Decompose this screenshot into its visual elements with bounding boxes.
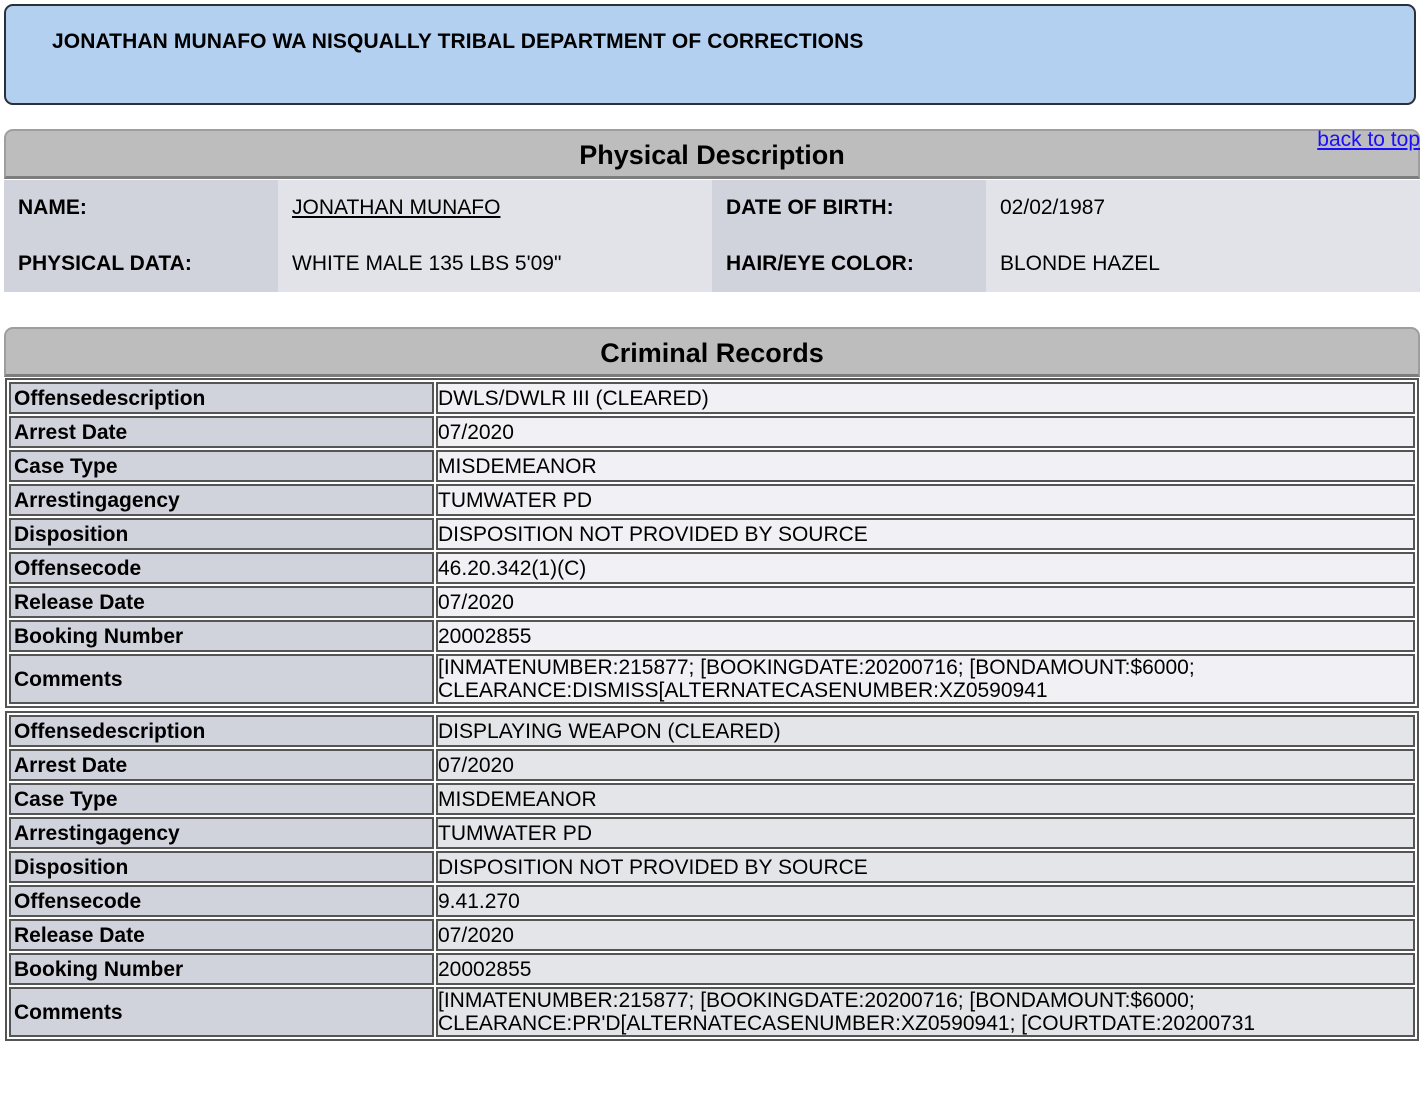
table-row	[9, 783, 1415, 815]
field-value: MISDEMEANOR	[436, 450, 1415, 482]
table-row	[9, 416, 1415, 448]
field-label: Booking Number	[9, 953, 434, 985]
hair-eye-label: HAIR/EYE COLOR:	[712, 236, 986, 292]
criminal-records-header	[4, 327, 1420, 377]
criminal-records-title: Criminal Records	[600, 338, 824, 368]
name-value-link[interactable]: JONATHAN MUNAFO	[278, 180, 712, 236]
field-label: Case Type	[9, 783, 434, 815]
field-value: 07/2020	[436, 586, 1415, 618]
field-value: 07/2020	[436, 749, 1415, 781]
field-label: Offensecode	[9, 552, 434, 584]
field-value: 07/2020	[436, 919, 1415, 951]
physical-data-label: PHYSICAL DATA:	[4, 236, 278, 292]
table-row	[9, 586, 1415, 618]
field-label: Release Date	[9, 919, 434, 951]
field-value: 20002855	[436, 620, 1415, 652]
field-label: Arrest Date	[9, 416, 434, 448]
field-label: Case Type	[9, 450, 434, 482]
table-row	[9, 382, 1415, 414]
table-row	[9, 620, 1415, 652]
field-value: 20002855	[436, 953, 1415, 985]
field-label: Disposition	[9, 518, 434, 550]
table-row	[9, 953, 1415, 985]
dob-value: 02/02/1987	[986, 180, 1420, 236]
field-value: 07/2020	[436, 416, 1415, 448]
field-value: 9.41.270	[436, 885, 1415, 917]
table-row	[9, 919, 1415, 951]
table-row	[9, 817, 1415, 849]
record-table	[5, 378, 1419, 708]
table-row	[9, 518, 1415, 550]
field-label: Offensedescription	[9, 382, 434, 414]
criminal-records-list	[5, 378, 1419, 1044]
field-label: Comments	[9, 987, 434, 1037]
field-label: Arrestingagency	[9, 817, 434, 849]
physical-description-grid	[4, 180, 1420, 292]
comments-line: CLEARANCE:DISMISS[ALTERNATECASENUMBER:XZ0590941	[438, 679, 1048, 702]
table-row	[9, 715, 1415, 747]
table-row	[9, 749, 1415, 781]
physical-description-header	[4, 129, 1420, 179]
field-value: 46.20.342(1)(C)	[436, 552, 1415, 584]
comments-value	[436, 987, 1415, 1037]
hair-eye-value: BLONDE HAZEL	[986, 236, 1420, 292]
table-row	[9, 484, 1415, 516]
field-label: Arrestingagency	[9, 484, 434, 516]
comments-line: CLEARANCE:PR'D[ALTERNATECASENUMBER:XZ0590941; [COURTDATE:20200731	[438, 1012, 1256, 1035]
name-label: NAME:	[4, 180, 278, 236]
field-value: DISPLAYING WEAPON (CLEARED)	[436, 715, 1415, 747]
comments-value	[436, 654, 1415, 704]
back-to-top-link[interactable]: back to top	[1317, 128, 1420, 151]
field-label: Arrest Date	[9, 749, 434, 781]
field-value: TUMWATER PD	[436, 484, 1415, 516]
field-value: TUMWATER PD	[436, 817, 1415, 849]
field-value: DWLS/DWLR III (CLEARED)	[436, 382, 1415, 414]
dob-label: DATE OF BIRTH:	[712, 180, 986, 236]
field-label: Offensecode	[9, 885, 434, 917]
field-label: Release Date	[9, 586, 434, 618]
table-row	[9, 885, 1415, 917]
table-row	[9, 987, 1415, 1037]
table-row	[9, 654, 1415, 704]
record-table	[5, 711, 1419, 1041]
table-row	[9, 552, 1415, 584]
table-row	[9, 450, 1415, 482]
table-row	[9, 851, 1415, 883]
field-value: DISPOSITION NOT PROVIDED BY SOURCE	[436, 518, 1415, 550]
field-label: Offensedescription	[9, 715, 434, 747]
field-label: Comments	[9, 654, 434, 704]
physical-data-value: WHITE MALE 135 LBS 5'09"	[278, 236, 712, 292]
physical-description-title: Physical Description	[579, 140, 845, 170]
comments-line: [INMATENUMBER:215877; [BOOKINGDATE:20200716; [BONDAMOUNT:$6000;	[438, 656, 1195, 679]
comments-line: [INMATENUMBER:215877; [BOOKINGDATE:20200716; [BONDAMOUNT:$6000;	[438, 989, 1195, 1012]
field-label: Booking Number	[9, 620, 434, 652]
field-value: DISPOSITION NOT PROVIDED BY SOURCE	[436, 851, 1415, 883]
banner-title: JONATHAN MUNAFO WA NISQUALLY TRIBAL DEPARTMENT OF CORRECTIONS	[52, 30, 864, 53]
field-value: MISDEMEANOR	[436, 783, 1415, 815]
page-banner	[4, 4, 1416, 105]
field-label: Disposition	[9, 851, 434, 883]
